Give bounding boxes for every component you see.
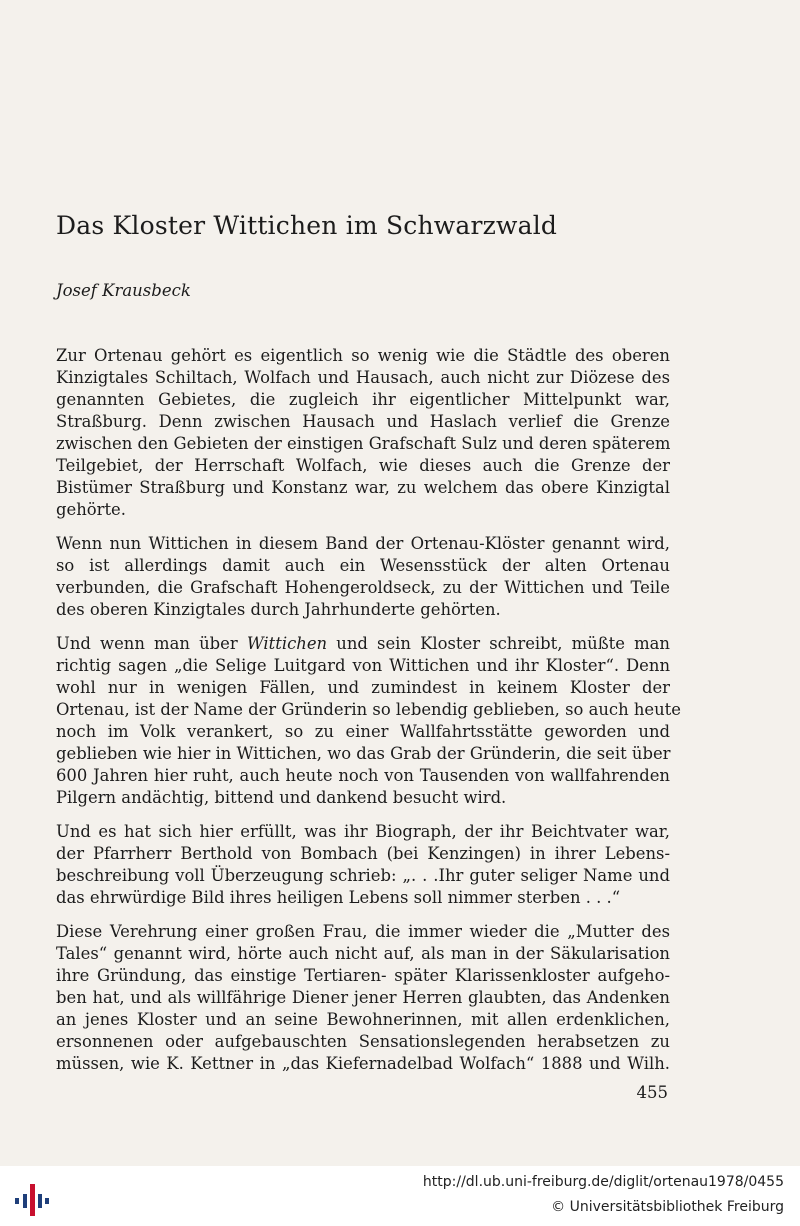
text-line: beschreibung voll Überzeugung schrieb: „. . .Ihr guter seliger Name und — [56, 866, 670, 885]
text-line: Kinzigtales Schiltach, Wolfach und Hausach, auch nicht zur Diözese des — [56, 368, 670, 387]
text-line: zwischen den Gebieten der einstigen Grafschaft Sulz und deren späterem — [56, 434, 671, 453]
text-line: ihre Gründung, das einstige Tertiaren- später Klarissenkloster aufgeho- — [56, 966, 670, 985]
author-name: Josef Krausbeck — [56, 281, 191, 300]
text-line: Ortenau, ist der Name der Gründerin so lebendig geblieben, so auch heute — [56, 700, 681, 719]
text-line: müssen, wie K. Kettner in „das Kiefernadelbad Wolfach“ 1888 und Wilh. — [56, 1054, 670, 1073]
text-line: Wenn nun Wittichen in diesem Band der Ortenau-Klöster genannt wird, — [56, 534, 670, 553]
university-library-logo-icon — [14, 1180, 50, 1220]
text-line: Teilgebiet, der Herrschaft Wolfach, wie dieses auch die Grenze der — [56, 456, 670, 475]
text-line: der Pfarrherr Berthold von Bombach (bei Kenzingen) in ihrer Lebens- — [56, 844, 670, 863]
text-line: Zur Ortenau gehört es eigentlich so wenig wie die Städtle des oberen — [56, 346, 670, 365]
paragraph-1 — [56, 345, 670, 521]
text-line: geblieben wie hier in Wittichen, wo das Grab der Gründerin, die seit über — [56, 744, 671, 763]
source-url-link[interactable]: http://dl.ub.uni-freiburg.de/diglit/ortenau1978/0455 — [422, 1174, 784, 1190]
text-line: noch im Volk verankert, so zu einer Wallfahrtsstätte geworden und — [56, 722, 670, 741]
paragraph-3 — [56, 633, 681, 809]
page-number: 455 — [636, 1083, 668, 1102]
text-line: Diese Verehrung einer großen Frau, die immer wieder die „Mutter des — [56, 922, 670, 941]
text-line: so ist allerdings damit auch ein Wesensstück der alten Ortenau — [56, 556, 670, 575]
text-line: Und es hat sich hier erfüllt, was ihr Biograph, der ihr Beichtvater war, — [56, 822, 670, 841]
text-line: genannten Gebietes, die zugleich ihr eigentlicher Mittelpunkt war, — [56, 390, 670, 409]
copyright-notice: © Universitätsbibliothek Freiburg — [551, 1199, 784, 1215]
text-line: verbunden, die Grafschaft Hohengeroldseck, zu der Wittichen und Teile — [56, 578, 670, 597]
text-line: Straßburg. Denn zwischen Hausach und Haslach verlief die Grenze — [56, 412, 670, 431]
text-line: gehörte. — [56, 500, 126, 519]
paragraph-2 — [56, 533, 670, 621]
text-line: an jenes Kloster und an seine Bewohnerinnen, mit allen erdenklichen, — [56, 1010, 670, 1029]
text-line: Bistümer Straßburg und Konstanz war, zu welchem das obere Kinzigtal — [56, 478, 670, 497]
text-line: richtig sagen „die Selige Luitgard von Wittichen und ihr Kloster“. Denn — [56, 656, 670, 675]
text-line: Und wenn man über Wittichen und sein Kloster schreibt, müßte man — [56, 634, 670, 653]
library-footer — [0, 1166, 800, 1226]
paragraph-4 — [56, 821, 670, 909]
article-title: Das Kloster Wittichen im Schwarzwald — [56, 211, 558, 240]
text-line: ben hat, und als willfährige Diener jener Herren glaubten, das Andenken — [56, 988, 670, 1007]
text-line: 600 Jahren hier ruht, auch heute noch von Tausenden von wallfahrenden — [56, 766, 670, 785]
text-line: Tales“ genannt wird, hörte auch nicht auf, als man in der Säkularisation — [56, 944, 670, 963]
text-line: des oberen Kinzigtales durch Jahrhunderte gehörten. — [56, 600, 501, 619]
article-body — [56, 345, 681, 1087]
text-line: das ehrwürdige Bild ihres heiligen Lebens soll nimmer sterben . . .“ — [56, 888, 621, 907]
text-line: Pilgern andächtig, bittend und dankend besucht wird. — [56, 788, 507, 807]
text-line: ersonnenen oder aufgebauschten Sensationslegenden herabsetzen zu — [56, 1032, 670, 1051]
text-line: wohl nur in wenigen Fällen, und zumindest in keinem Kloster der — [56, 678, 670, 697]
paragraph-5 — [56, 921, 670, 1075]
